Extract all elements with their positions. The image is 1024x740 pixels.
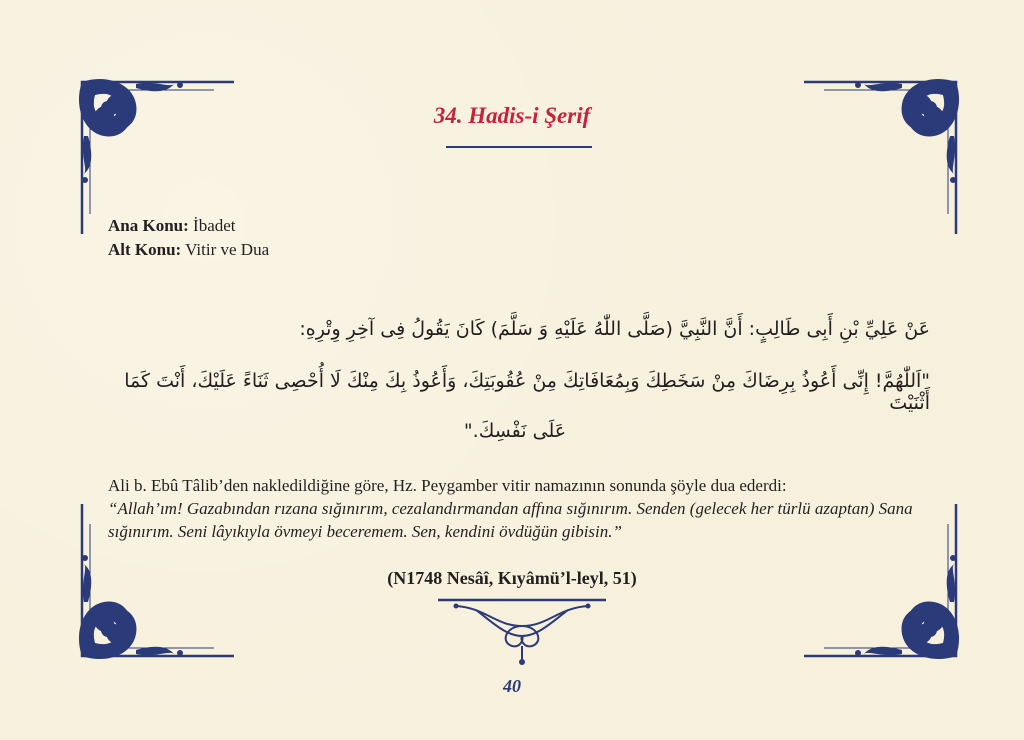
page-number: 40 xyxy=(503,676,521,696)
main-topic-value: İbadet xyxy=(193,216,236,235)
arabic-text-line-3: عَلَى نَفْسِكَ." xyxy=(463,420,567,442)
topic-meta xyxy=(108,214,269,262)
translation xyxy=(108,474,918,543)
hadith-source: (N1748 Nesâî, Kıyâmü’l-leyl, 51) xyxy=(387,568,637,588)
main-topic-line xyxy=(108,214,269,238)
translation-intro: Ali b. Ebû Tâlib’den nakledildiğine göre, Hz. Peygamber vitir namazının sonunda şöyle dua ederdi: xyxy=(108,476,787,495)
translation-quote: “Allah’ım! Gazabından rızana sığınırım, cezalandırmandan affına sığınırım. Senden (gelecek her türlü azaptan) Sana sığınırım. Seni lâyıkıyla övmeyi beceremem. Sen, kendini övdüğün gibisin.” xyxy=(108,499,913,541)
main-topic-label: Ana Konu: xyxy=(108,216,189,235)
page-title: 34. Hadis-i Şerif xyxy=(433,103,591,128)
title-underline xyxy=(446,146,592,148)
bottom-flourish-ornament xyxy=(436,596,608,666)
sub-topic-line xyxy=(108,238,269,262)
arabic-text-line-2: "اَللّٰهُمَّ! إِنِّى أَعُوذُ بِرِضَاكَ مِنْ سَخَطِكَ وَبِمُعَافَاتِكَ مِنْ عُقُوبَتِكَ، وَأَعُوذُ بِكَ مِنْكَ لَا أُحْصِى ثَنَاءً عَلَيْكَ، أَنْتَ كَمَا أَثْنَيْتَ xyxy=(124,370,930,414)
sub-topic-value: Vitir ve Dua xyxy=(185,240,270,259)
arabic-text-line-1: عَنْ عَلِيِّ بْنِ أَبِى طَالِبٍ: أَنَّ النَّبِيَّ (صَلَّى اللّٰهُ عَلَيْهِ وَ سَلَّمَ) كَانَ يَقُولُ فِى آخِرِ وِتْرِهِ: xyxy=(299,318,930,340)
sub-topic-label: Alt Konu: xyxy=(108,240,182,259)
corner-ornament-top-right xyxy=(794,74,964,244)
